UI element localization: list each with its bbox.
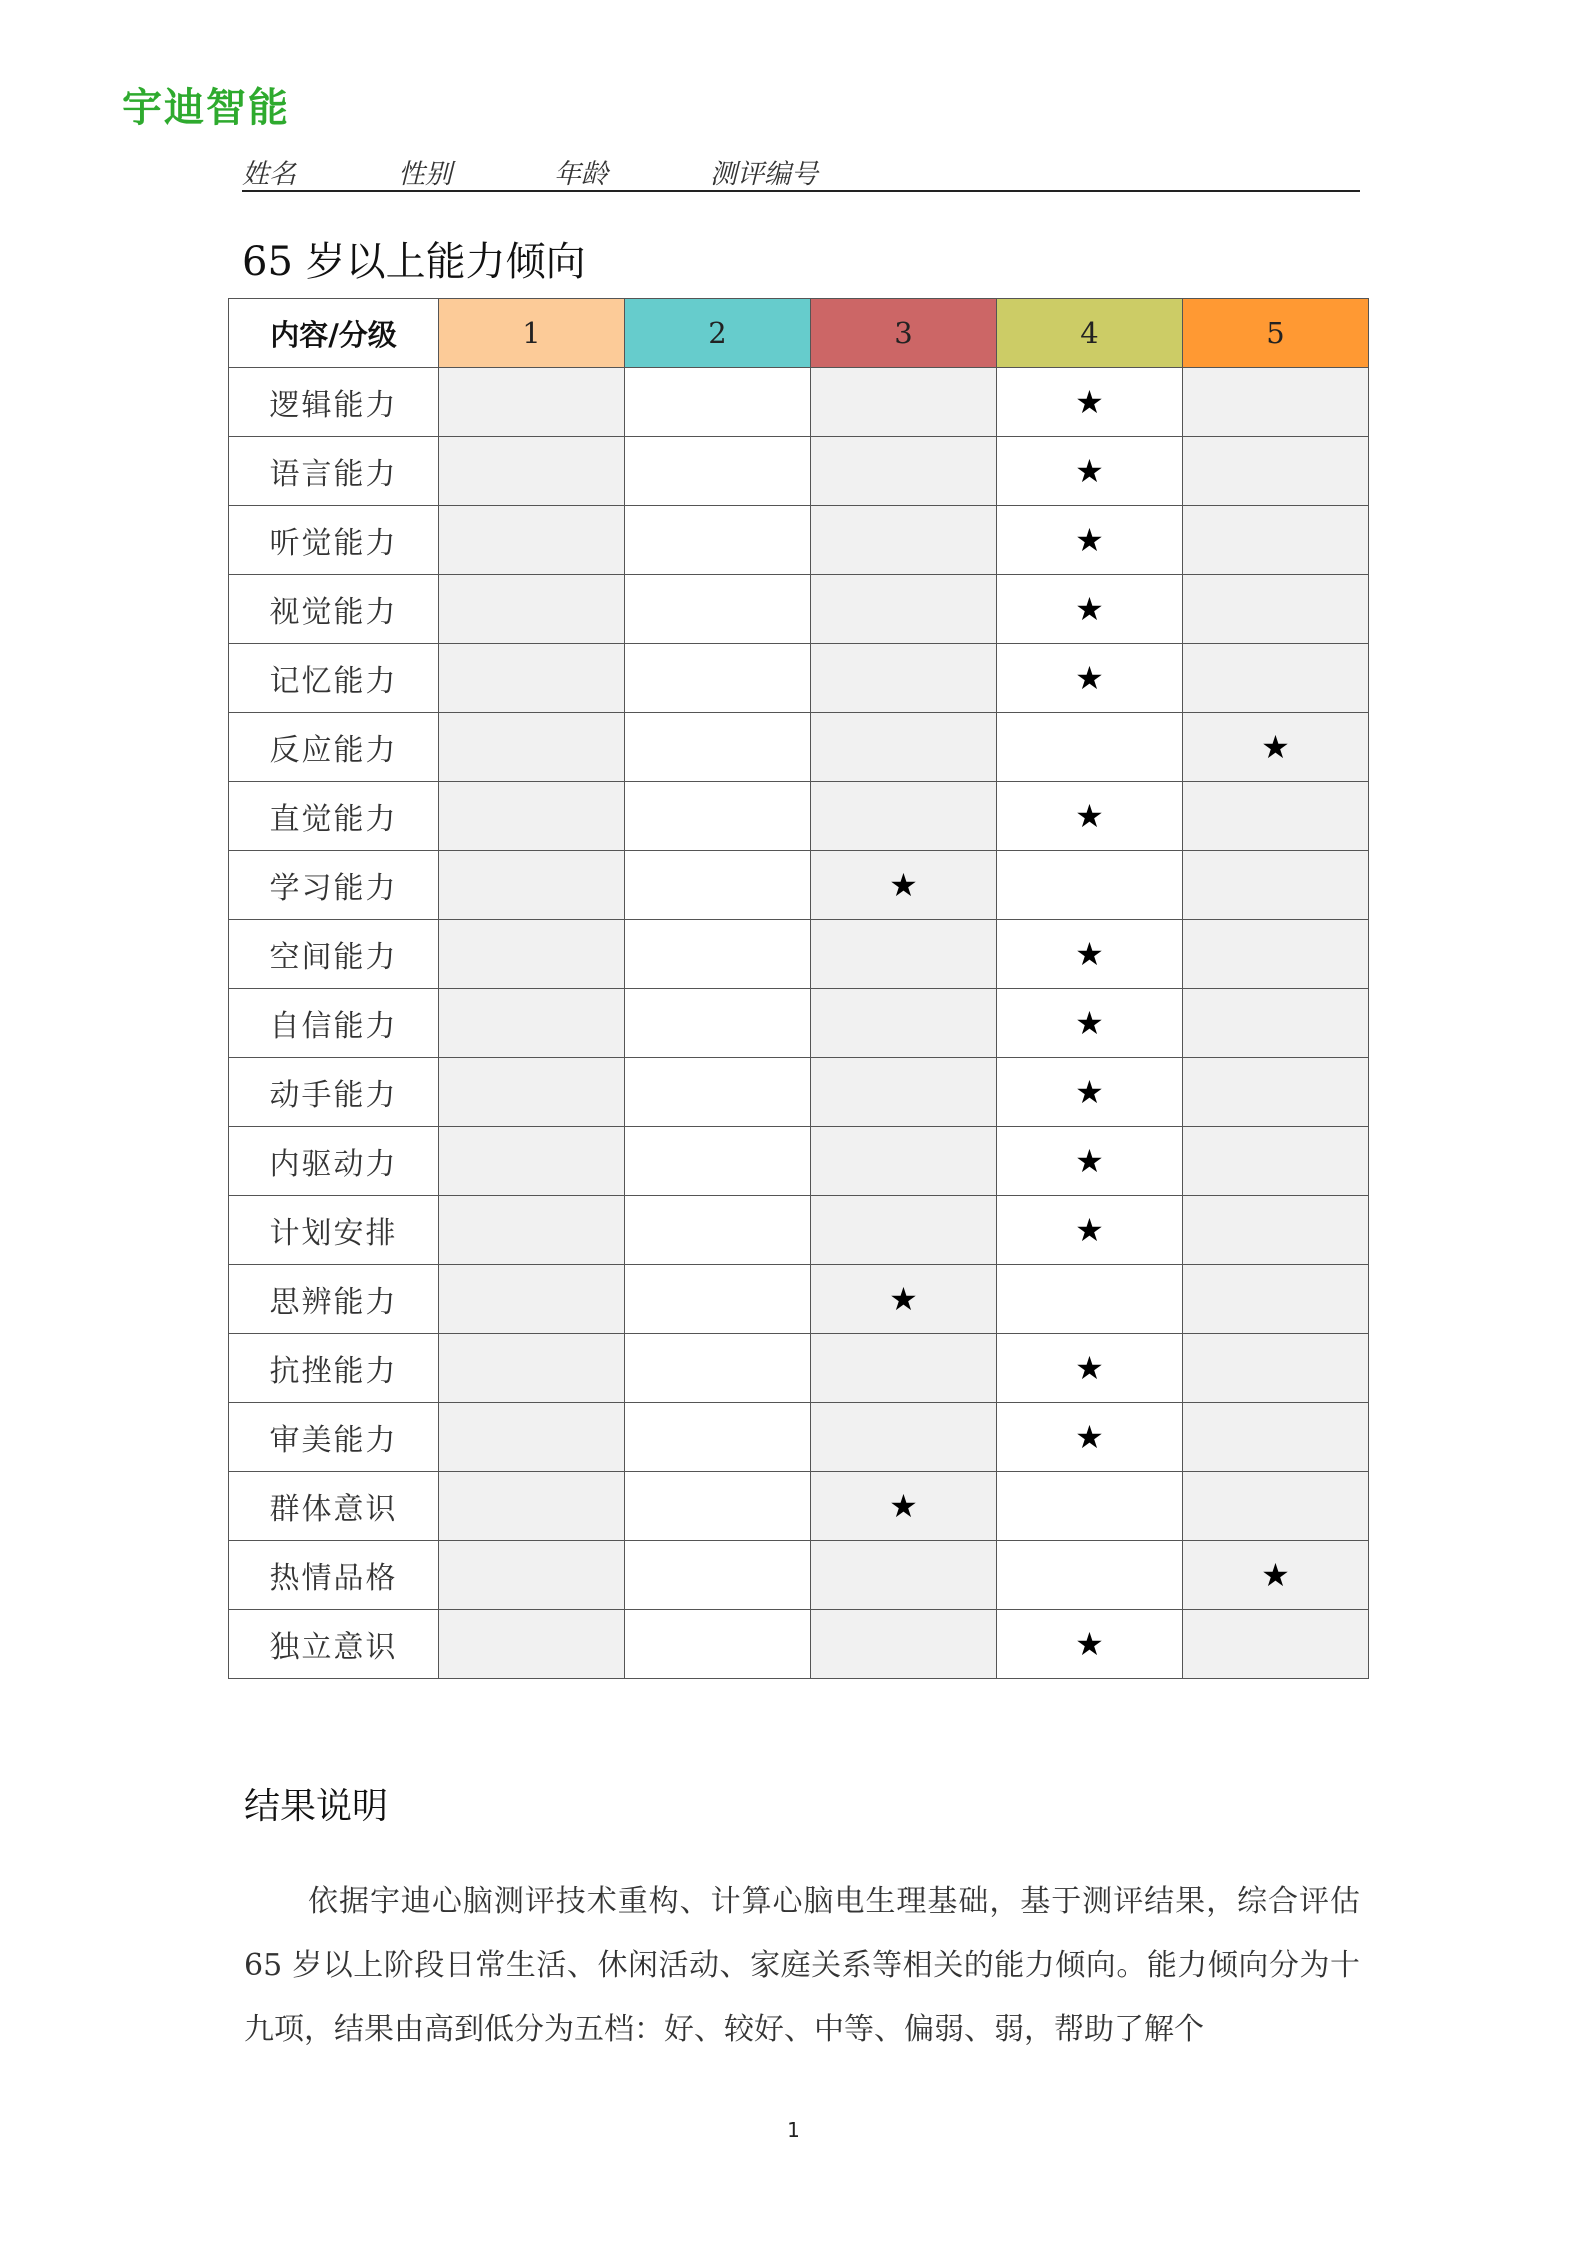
star-icon: ★ [1075,1418,1104,1456]
level-cell-1 [439,782,625,851]
level-cell-2 [625,1403,811,1472]
level-cell-4 [997,644,1183,713]
level-cell-1 [439,1196,625,1265]
level-cell-2 [625,1265,811,1334]
level-cell-3 [811,1058,997,1127]
level-cell-2 [625,368,811,437]
level-cell-5 [1183,575,1369,644]
star-icon: ★ [1075,521,1104,559]
result-title: 结果说明 [244,1786,389,1827]
star-icon: ★ [1075,1349,1104,1387]
level-cell-4 [997,1334,1183,1403]
level-cell-5 [1183,1196,1369,1265]
level-cell-3 [811,368,997,437]
table-row [229,1472,1369,1541]
table-row [229,782,1369,851]
page-number: 1 [787,2118,800,2142]
ability-label: 抗挫能力 [229,1334,439,1403]
level-cell-3 [811,920,997,989]
level-cell-4 [997,506,1183,575]
level-cell-4 [997,1265,1183,1334]
info-row [242,148,1360,192]
level-cell-3 [811,989,997,1058]
ability-label: 学习能力 [229,851,439,920]
level-header-2: 2 [625,299,811,368]
ability-label: 空间能力 [229,920,439,989]
level-cell-4 [997,1058,1183,1127]
age-field-label: 年龄 [554,159,608,190]
level-cell-5 [1183,1541,1369,1610]
star-icon: ★ [1075,935,1104,973]
star-icon: ★ [1075,1004,1104,1042]
level-cell-5 [1183,1610,1369,1679]
table-row [229,851,1369,920]
level-cell-5 [1183,989,1369,1058]
table-row [229,644,1369,713]
table-row [229,1196,1369,1265]
table-row [229,920,1369,989]
level-cell-5 [1183,368,1369,437]
level-cell-5 [1183,1403,1369,1472]
ability-label: 热情品格 [229,1541,439,1610]
table-row [229,1127,1369,1196]
table-row [229,1265,1369,1334]
star-icon: ★ [1075,1142,1104,1180]
level-cell-5 [1183,713,1369,782]
ability-label: 审美能力 [229,1403,439,1472]
ability-label: 计划安排 [229,1196,439,1265]
level-cell-4 [997,1610,1183,1679]
star-icon: ★ [1075,797,1104,835]
ability-label: 记忆能力 [229,644,439,713]
level-cell-4 [997,1472,1183,1541]
ability-label: 反应能力 [229,713,439,782]
level-header-5: 5 [1183,299,1369,368]
level-cell-3 [811,1334,997,1403]
gender-field-label: 性别 [398,159,452,190]
level-cell-3 [811,1472,997,1541]
level-cell-5 [1183,1472,1369,1541]
star-icon: ★ [1075,452,1104,490]
level-cell-4 [997,1196,1183,1265]
level-cell-4 [997,368,1183,437]
level-cell-2 [625,1610,811,1679]
table-row [229,506,1369,575]
level-cell-2 [625,1127,811,1196]
star-icon: ★ [1075,659,1104,697]
table-row [229,713,1369,782]
level-cell-3 [811,1196,997,1265]
level-cell-2 [625,1541,811,1610]
star-icon: ★ [889,1280,918,1318]
level-cell-1 [439,644,625,713]
table-header-row [229,299,1369,368]
level-cell-5 [1183,1058,1369,1127]
level-cell-4 [997,437,1183,506]
ability-label: 听觉能力 [229,506,439,575]
star-icon: ★ [1075,1211,1104,1249]
ability-label: 逻辑能力 [229,368,439,437]
level-cell-1 [439,920,625,989]
level-cell-4 [997,575,1183,644]
level-cell-5 [1183,920,1369,989]
level-cell-1 [439,1472,625,1541]
star-icon: ★ [1075,590,1104,628]
level-cell-2 [625,1196,811,1265]
level-cell-2 [625,575,811,644]
level-cell-3 [811,1127,997,1196]
name-field-label: 姓名 [242,159,296,190]
table-row [229,368,1369,437]
star-icon: ★ [1075,1625,1104,1663]
level-cell-2 [625,782,811,851]
level-cell-5 [1183,851,1369,920]
table-row [229,989,1369,1058]
level-cell-3 [811,1541,997,1610]
table-row [229,1058,1369,1127]
ability-label: 语言能力 [229,437,439,506]
level-cell-4 [997,782,1183,851]
level-cell-2 [625,989,811,1058]
level-cell-4 [997,1541,1183,1610]
level-cell-5 [1183,1334,1369,1403]
level-cell-1 [439,1403,625,1472]
table-row [229,1403,1369,1472]
table-row [229,1610,1369,1679]
star-icon: ★ [889,1487,918,1525]
star-icon: ★ [1261,728,1290,766]
level-cell-1 [439,1265,625,1334]
table-body [229,368,1369,1679]
level-cell-1 [439,1334,625,1403]
level-cell-3 [811,1403,997,1472]
level-cell-5 [1183,1265,1369,1334]
ability-label: 群体意识 [229,1472,439,1541]
level-cell-4 [997,989,1183,1058]
level-cell-1 [439,1058,625,1127]
table-title: 65 岁以上能力倾向 [242,239,586,285]
table-row [229,575,1369,644]
level-cell-3 [811,713,997,782]
brand-logo: 宇迪智能 [122,85,290,131]
level-cell-3 [811,851,997,920]
level-header-3: 3 [811,299,997,368]
assessment-id-field-label: 测评编号 [710,159,818,190]
ability-label: 思辨能力 [229,1265,439,1334]
level-cell-3 [811,644,997,713]
level-cell-1 [439,1127,625,1196]
level-cell-2 [625,713,811,782]
level-cell-4 [997,713,1183,782]
level-cell-4 [997,1127,1183,1196]
level-cell-2 [625,506,811,575]
table-row [229,437,1369,506]
level-cell-1 [439,575,625,644]
level-cell-2 [625,1334,811,1403]
ability-label: 自信能力 [229,989,439,1058]
level-cell-1 [439,989,625,1058]
level-cell-2 [625,851,811,920]
level-cell-3 [811,506,997,575]
table-row [229,1541,1369,1610]
star-icon: ★ [1075,383,1104,421]
level-cell-5 [1183,506,1369,575]
ability-table [228,298,1369,1679]
level-cell-3 [811,575,997,644]
ability-label: 视觉能力 [229,575,439,644]
level-cell-4 [997,1403,1183,1472]
level-cell-5 [1183,1127,1369,1196]
level-header-4: 4 [997,299,1183,368]
level-cell-4 [997,920,1183,989]
level-cell-2 [625,437,811,506]
level-cell-1 [439,713,625,782]
level-cell-5 [1183,782,1369,851]
table-row [229,1334,1369,1403]
header-label-cell: 内容/分级 [229,299,439,368]
level-cell-5 [1183,644,1369,713]
level-cell-2 [625,1472,811,1541]
level-cell-5 [1183,437,1369,506]
level-cell-2 [625,644,811,713]
level-cell-1 [439,368,625,437]
ability-label: 内驱动力 [229,1127,439,1196]
level-cell-1 [439,851,625,920]
ability-label: 动手能力 [229,1058,439,1127]
level-cell-1 [439,1541,625,1610]
ability-label: 直觉能力 [229,782,439,851]
level-cell-1 [439,506,625,575]
result-paragraph: 依据宇迪心脑测评技术重构、计算心脑电生理基础，基于测评结果，综合评估 65 岁以上阶段日常生活、休闲活动、家庭关系等相关的能力倾向。能力倾向分为十九项，结果由高到低分为五档：好、较好、中等、偏弱、弱，帮助了解个 [244,1884,1360,2047]
level-cell-1 [439,437,625,506]
level-cell-2 [625,920,811,989]
level-cell-3 [811,1610,997,1679]
level-header-1: 1 [439,299,625,368]
ability-label: 独立意识 [229,1610,439,1679]
level-cell-2 [625,1058,811,1127]
level-cell-4 [997,851,1183,920]
level-cell-3 [811,782,997,851]
level-cell-1 [439,1610,625,1679]
level-cell-3 [811,1265,997,1334]
star-icon: ★ [1075,1073,1104,1111]
star-icon: ★ [889,866,918,904]
star-icon: ★ [1261,1556,1290,1594]
level-cell-3 [811,437,997,506]
